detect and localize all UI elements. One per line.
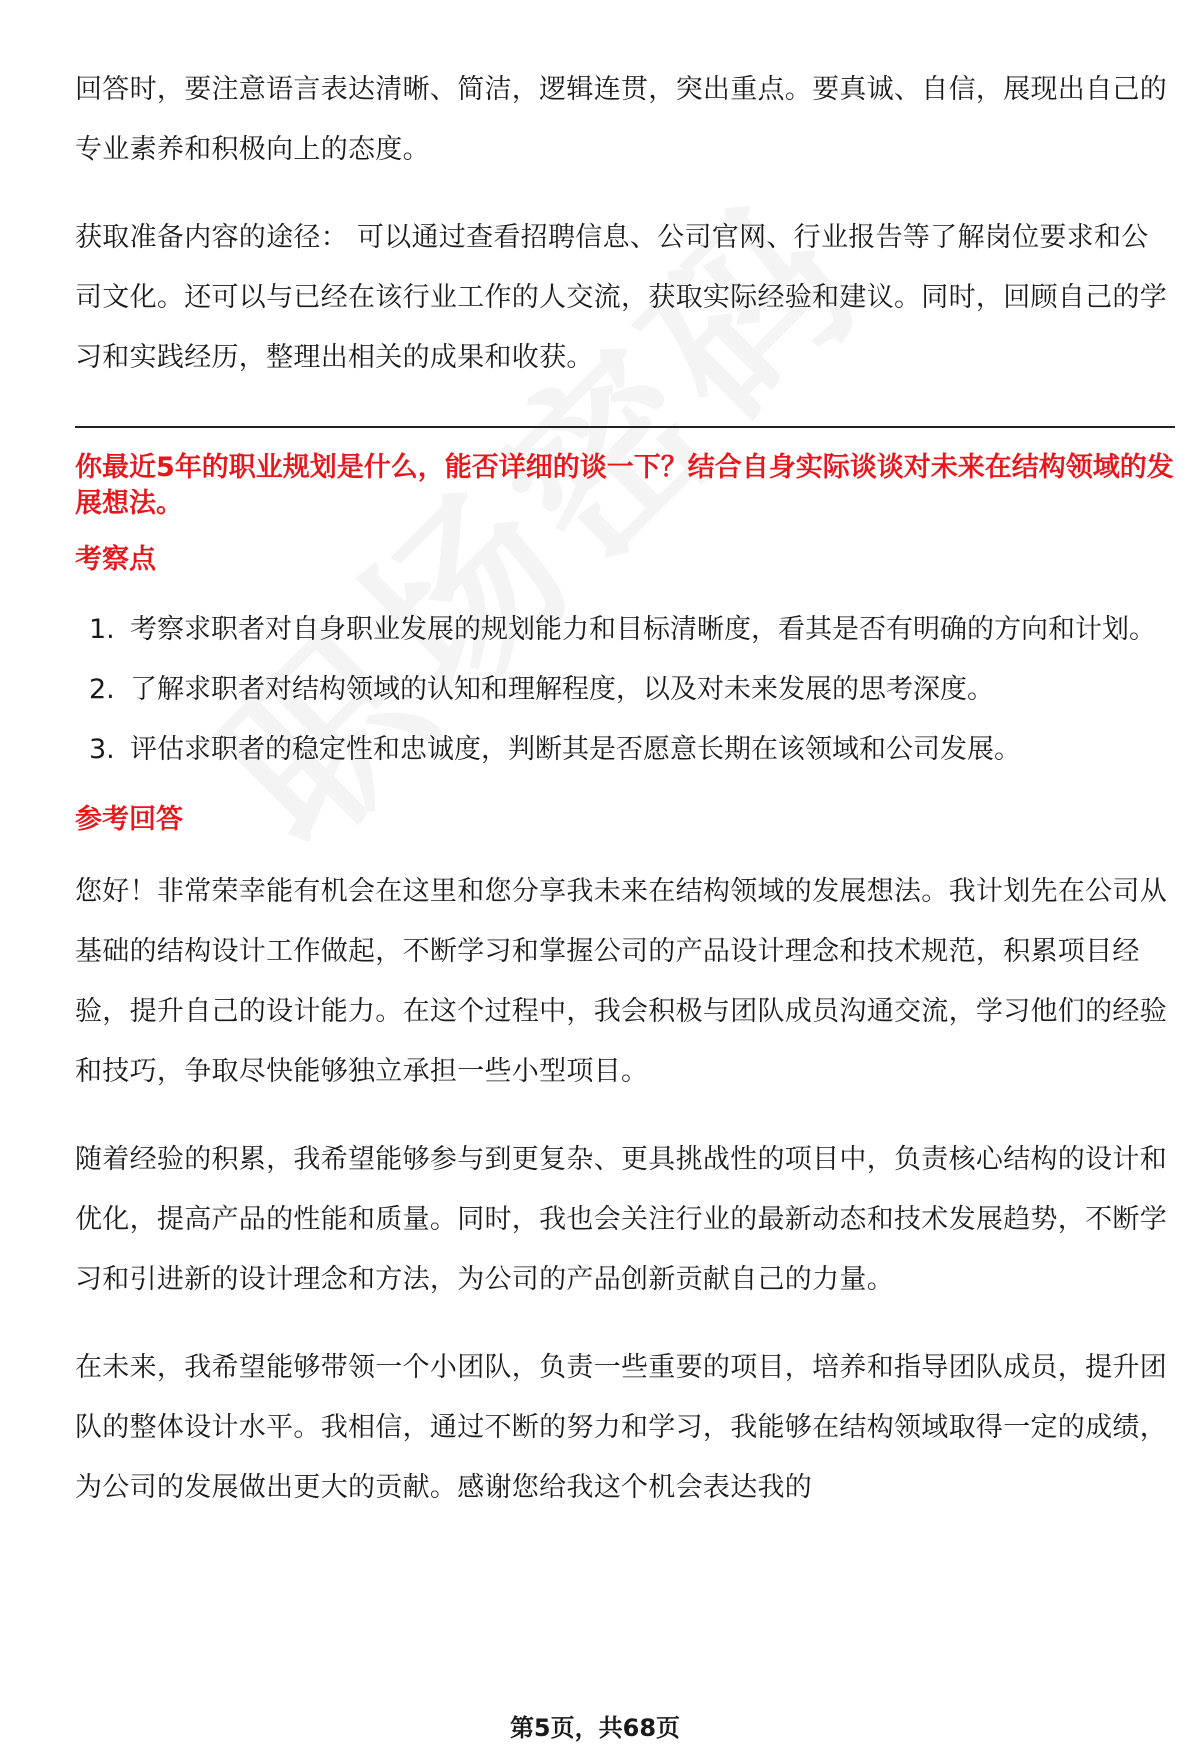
points-section-title: 考察点 [75,544,156,575]
list-item-text: 考察求职者对自身职业发展的规划能力和目标清晰度，看其是否有明确的方向和计划。 [130,614,1156,645]
list-item [75,720,1175,780]
answer-paragraph-3: 在未来，我希望能够带领一个小团队，负责一些重要的项目，培养和指导团队成员，提升团队的整体设计水平。我相信，通过不断的努力和学习，我能够在结构领域取得一定的成绩，为公司的发展做出更大的贡献。感谢您给我这个机会表达我的 [75,1352,1167,1503]
answer-paragraph-1: 您好！非常荣幸能有机会在这里和您分享我未来在结构领域的发展想法。我计划先在公司从基础的结构设计工作做起，不断学习和掌握公司的产品设计理念和技术规范，积累项目经验，提升自己的设计能力。在这个过程中，我会积极与团队成员沟通交流，学习他们的经验和技巧，争取尽快能够独立承担一些小型项目。 [75,876,1167,1087]
list-item-number: 2. [89,674,115,705]
list-item [75,600,1175,660]
list-item-text: 了解求职者对结构领域的认知和理解程度，以及对未来发展的思考深度。 [130,674,994,705]
page-number-footer: 第5页，共68页 [509,1714,681,1742]
points-list [75,600,1175,780]
question-heading: 你最近5年的职业规划是什么，能否详细的谈一下？结合自身实际谈谈对未来在结构领域的发展想法。 [75,452,1174,519]
list-item-number: 1. [89,614,115,645]
answer-section-title: 参考回答 [75,804,183,835]
answer-paragraph-2: 随着经验的积累，我希望能够参与到更复杂、更具挑战性的项目中，负责核心结构的设计和优化，提高产品的性能和质量。同时，我也会关注行业的最新动态和技术发展趋势，不断学习和引进新的设计理念和方法，为公司的产品创新贡献自己的力量。 [75,1144,1167,1295]
intro-paragraph-2: 获取准备内容的途径： 可以通过查看招聘信息、公司官网、行业报告等了解岗位要求和公司文化。还可以与已经在该行业工作的人交流，获取实际经验和建议。同时，回顾自己的学习和实践经历，整理出相关的成果和收获。 [75,222,1167,373]
intro-paragraph-1: 回答时，要注意语言表达清晰、简洁，逻辑连贯，突出重点。要真诚、自信，展现出自己的专业素养和积极向上的态度。 [75,74,1167,165]
list-item-text: 评估求职者的稳定性和忠诚度，判断其是否愿意长期在该领域和公司发展。 [130,734,1021,765]
document-page [75,60,1175,1518]
list-item [75,660,1175,720]
list-item-number: 3. [89,734,115,765]
